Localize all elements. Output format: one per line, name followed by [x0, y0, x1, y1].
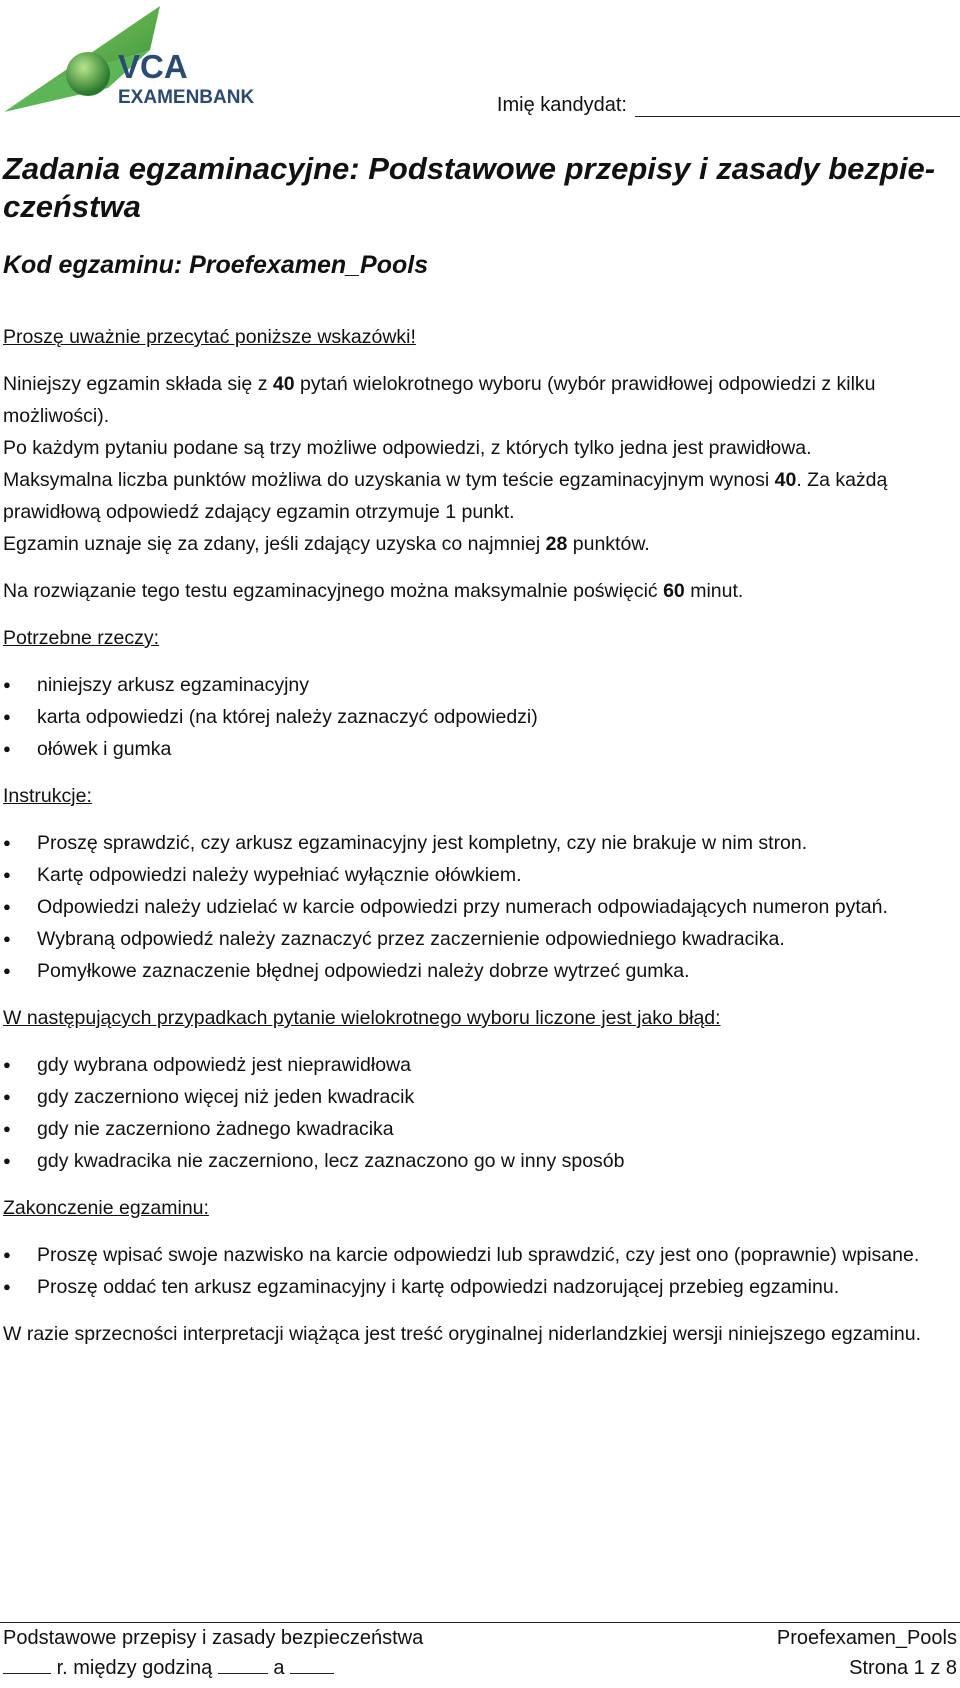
instructions-body: [3, 321, 958, 1350]
errors-heading: W następujących przypadkach pytanie wielokrotnego wyboru liczone jest jako błąd:: [3, 1007, 721, 1029]
list-item: ● niniejszy arkusz egzaminacyjny: [3, 669, 958, 701]
list-item: ● Kartę odpowiedzi należy wypełniać wyłącznie ołówkiem.: [3, 859, 958, 891]
page-number: Strona 1 z 8: [849, 1657, 957, 1679]
intro-paragraph-4: Egzamin uznaje się za zdany, jeśli zdający uzyska co najmniej 28 punktów.: [3, 533, 650, 555]
footer-left: Podstawowe przepisy i zasady bezpieczeństwa: [3, 1627, 424, 1649]
svg-text:EXAMENBANK: EXAMENBANK: [118, 87, 255, 108]
list-item: ● Proszę sprawdzić, czy arkusz egzaminacyjny jest kompletny, czy nie brakuje w nim stron.: [3, 827, 958, 859]
exam-code: Kod egzaminu: Proefexamen_Pools: [3, 251, 429, 279]
list-item: ● gdy nie zaczerniono żadnego kwadracika: [3, 1113, 958, 1145]
title-line-2: czeństwa: [3, 189, 141, 224]
svg-text:VCA: VCA: [118, 48, 188, 85]
page-footer: [0, 1622, 960, 1683]
list-item: ● Proszę oddać ten arkusz egzaminacyjny i kartę odpowiedzi nadzorującej przebieg egzaminu.: [3, 1271, 958, 1303]
instructions-heading: Instrukcje:: [3, 785, 92, 807]
footer-right: Proefexamen_Pools: [776, 1627, 957, 1649]
list-item: ● gdy zaczerniono więcej niż jeden kwadracik: [3, 1081, 958, 1113]
end-heading: Zakonczenie egzaminu:: [3, 1197, 209, 1219]
intro-paragraph-2: Po każdym pytaniu podane są trzy możliwe odpowiedzi, z których tylko jedna jest prawidłowa.: [3, 437, 812, 459]
list-item: ● gdy kwadracika nie zaczerniono, lecz zaznaczono go w inny sposób: [3, 1145, 958, 1177]
page-title: [3, 150, 958, 226]
needed-list: [3, 669, 958, 765]
instructions-list: [3, 827, 958, 987]
candidate-label: Imię kandydat:: [496, 94, 627, 116]
date-blank: [3, 1655, 51, 1674]
end-list: [3, 1239, 958, 1303]
footer-date: r. między godziną a: [3, 1653, 334, 1683]
candidate-name-field: [497, 94, 960, 117]
intro-heading: Proszę uważnie przecytać poniższe wskazówki!: [3, 326, 416, 348]
list-item: ● Odpowiedzi należy udzielać w karcie odpowiedzi przy numerach odpowiadających numeron pytań.: [3, 891, 958, 923]
list-item: ● Proszę wpisać swoje nazwisko na karcie odpowiedzi lub sprawdzić, czy jest ono (poprawnie) wpisane.: [3, 1239, 958, 1271]
closing-note: W razie sprzecności interpretacji wiążąca jest treść oryginalnej niderlandzkiej wersji niniejszego egzaminu.: [3, 1323, 921, 1345]
list-item: ● Wybraną odpowiedź należy zaznaczyć przez zaczernienie odpowiedniego kwadracika.: [3, 923, 958, 955]
list-item: ● ołówek i gumka: [3, 733, 958, 765]
candidate-name-blank: [635, 94, 960, 117]
title-line-1: Zadania egzaminacyjne: Podstawowe przepisy i zasady bezpie-: [3, 151, 936, 186]
list-item: ● karta odpowiedzi (na której należy zaznaczyć odpowiedzi): [3, 701, 958, 733]
list-item: ● Pomyłkowe zaznaczenie błędnej odpowiedzi należy dobrze wytrzeć gumka.: [3, 955, 958, 987]
time-from-blank: [218, 1655, 268, 1674]
needed-heading: Potrzebne rzeczy:: [3, 627, 160, 649]
intro-paragraph-3: Maksymalna liczba punktów możliwa do uzyskania w tym teście egzaminacyjnym wynosi 40. Za każdą prawidłową odpowiedź zdający egzamin otrzymuje 1 punkt.: [3, 469, 888, 523]
list-item: ● gdy wybrana odpowiedż jest nieprawidłowa: [3, 1049, 958, 1081]
vca-logo: [0, 0, 300, 118]
errors-list: [3, 1049, 958, 1177]
intro-paragraph-5: Na rozwiązanie tego testu egzaminacyjnego można maksymalnie poświęcić 60 minut.: [3, 580, 744, 602]
time-to-blank: [290, 1655, 334, 1674]
intro-paragraph-1: Niniejszy egzamin składa się z 40 pytań wielokrotnego wyboru (wybór prawidłowej odpowiedzi z kilku możliwości).: [3, 373, 876, 427]
